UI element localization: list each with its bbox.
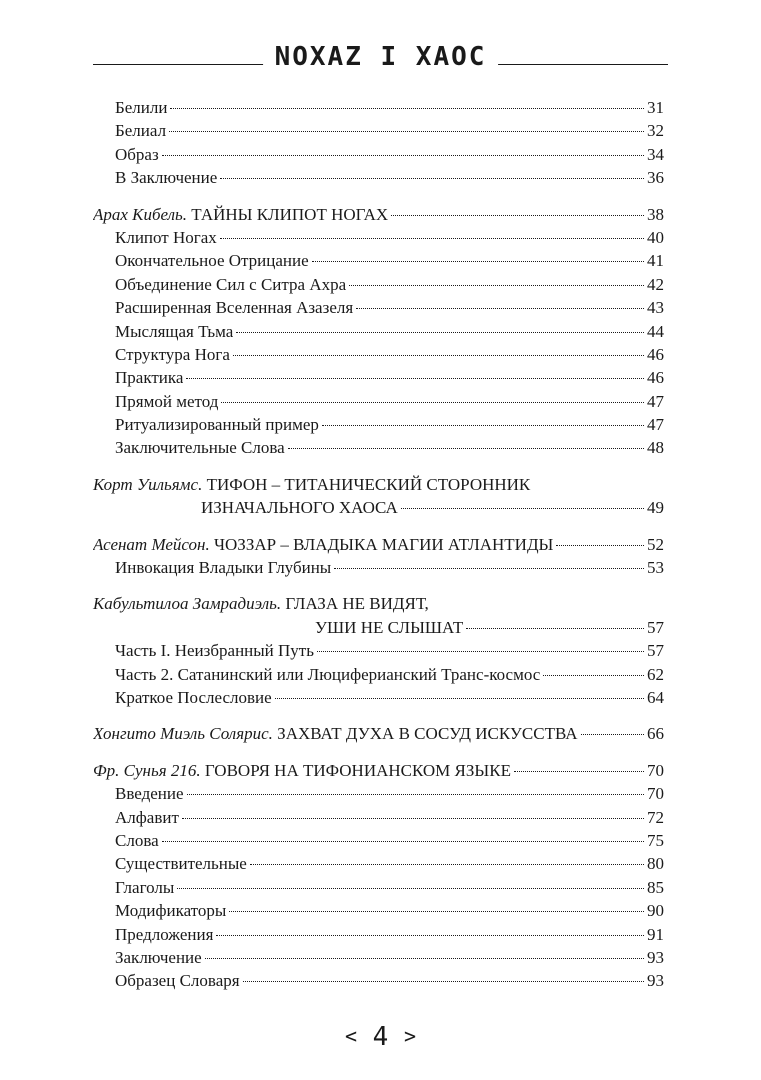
toc-section-page: 52 <box>647 534 664 554</box>
leader-dots <box>182 818 644 819</box>
toc-entry-page: 70 <box>647 784 664 804</box>
toc-author: Асенат Мейсон. <box>93 534 210 554</box>
toc-entry-title: Практика <box>115 368 184 388</box>
toc-entry <box>93 946 664 969</box>
leader-dots <box>466 628 644 629</box>
toc-entry-page: 62 <box>647 664 664 684</box>
leader-dots <box>275 698 644 699</box>
toc-author: Хонгито Миэль Солярис. <box>93 724 273 744</box>
toc-entry-page: 57 <box>647 641 664 661</box>
toc-entry-title: Предложения <box>115 924 214 944</box>
leader-dots <box>221 402 644 403</box>
toc-entry-title: Белили <box>115 98 168 117</box>
toc-entry-page: 48 <box>647 438 664 458</box>
toc-section-name: УШИ НЕ СЛЫШАТ <box>315 617 464 637</box>
toc-section-heading <box>93 473 664 496</box>
leader-dots <box>288 448 644 449</box>
running-header <box>93 36 668 76</box>
toc-entry-title: Модификаторы <box>115 901 227 921</box>
toc-entry <box>93 556 664 579</box>
toc-entry-title: Мыслящая Тьма <box>115 321 234 341</box>
leader-dots <box>243 981 644 982</box>
toc-entry-page: 80 <box>647 854 664 874</box>
toc-entry-title: Объединение Сил с Ситра Ахра <box>115 274 347 294</box>
toc-entry-title: Клипот Ногах <box>115 227 217 247</box>
toc-entry-page: 90 <box>647 901 664 921</box>
toc-author: Корт Уильямс. <box>93 474 203 494</box>
toc-entry <box>93 273 664 296</box>
toc-entry-page: 43 <box>647 298 664 318</box>
toc-entry-title: Инвокация Владыки Глубины <box>115 558 332 578</box>
toc-entry <box>93 226 664 249</box>
toc-section-heading <box>93 759 664 782</box>
toc-entry-title: Слова <box>115 830 159 850</box>
toc-entry <box>93 876 664 899</box>
leader-dots <box>177 888 644 889</box>
leader-dots <box>334 568 644 569</box>
toc-entry-title: Введение <box>115 784 184 804</box>
left-angle-mark: < <box>344 1024 358 1048</box>
toc-section-title <box>93 203 388 226</box>
toc-entry-title: Алфавит <box>115 807 179 827</box>
toc-entry-page: 36 <box>647 168 664 188</box>
toc-entry-page: 34 <box>647 144 664 164</box>
toc-entry <box>93 639 664 662</box>
toc-section-title <box>93 759 511 782</box>
toc-section-title <box>93 722 578 745</box>
toc-entry <box>93 782 664 805</box>
toc-entry-title: Структура Нога <box>115 344 230 364</box>
toc-entry-page: 46 <box>647 368 664 388</box>
toc-section-title <box>93 533 553 556</box>
toc-entry <box>93 166 664 189</box>
leader-dots <box>216 935 644 936</box>
toc-entry <box>93 143 664 166</box>
toc-section-heading-cont <box>93 496 664 519</box>
leader-dots <box>312 261 644 262</box>
toc-entry-page: 44 <box>647 321 664 341</box>
toc-entry-page: 47 <box>647 415 664 435</box>
toc-entry <box>93 829 664 852</box>
toc-entry-page: 46 <box>647 344 664 364</box>
right-angle-mark: > <box>403 1024 417 1048</box>
toc-entry-title: Заключение <box>115 947 202 967</box>
toc-section-heading <box>93 203 664 226</box>
toc-section-heading <box>93 592 664 615</box>
toc-section-page: 66 <box>647 724 664 744</box>
toc-section-heading-cont <box>93 616 664 639</box>
leader-dots <box>322 425 644 426</box>
toc-entry <box>93 366 664 389</box>
toc-author: Фр. Сунья 216. <box>93 760 201 780</box>
leader-dots <box>170 108 644 109</box>
toc-entry-page: 40 <box>647 227 664 247</box>
leader-dots <box>186 378 644 379</box>
toc-entry-page: 91 <box>647 924 664 944</box>
toc-entry-page: 47 <box>647 391 664 411</box>
leader-dots <box>220 238 644 239</box>
page-number-value: 4 <box>372 1022 389 1052</box>
leader-dots <box>556 545 644 546</box>
toc-entry <box>93 413 664 436</box>
toc-section-name: ИЗНАЧАЛЬНОГО ХАОСА <box>201 498 398 518</box>
toc-section-page: 57 <box>647 617 664 637</box>
toc-section-name: ТИФОН – ТИТАНИЧЕСКИЙ СТОРОННИК <box>202 474 531 494</box>
toc-entry <box>93 663 664 686</box>
leader-dots <box>229 911 644 912</box>
header-title: NOXAZ I XAOC <box>263 40 499 74</box>
toc-entry-page: 93 <box>647 971 664 991</box>
toc-entry-page: 32 <box>647 121 664 141</box>
toc-entry <box>93 296 664 319</box>
leader-dots <box>162 841 644 842</box>
toc-entry-page: 41 <box>647 251 664 271</box>
toc-entry-page: 75 <box>647 830 664 850</box>
leader-dots <box>169 131 644 132</box>
toc-entry-title: Глаголы <box>115 877 175 897</box>
toc-entry-title: Существительные <box>115 854 247 874</box>
toc-section-heading <box>93 722 664 745</box>
leader-dots <box>391 215 644 216</box>
toc-entry-title: Ритуализированный пример <box>115 415 319 435</box>
toc-entry-title: Белиал <box>115 121 167 141</box>
page-number <box>0 1022 761 1052</box>
toc-entry-page: 72 <box>647 807 664 827</box>
toc-entry-title: Расширенная Вселенная Азазеля <box>115 298 354 318</box>
leader-dots <box>543 675 644 676</box>
toc-author: Арах Кибель. <box>93 204 188 224</box>
leader-dots <box>233 355 644 356</box>
leader-dots <box>401 508 644 509</box>
leader-dots <box>187 794 644 795</box>
leader-dots <box>205 958 644 959</box>
toc-entry <box>93 436 664 459</box>
toc-entry-page: 64 <box>647 687 664 707</box>
leader-dots <box>356 308 644 309</box>
toc-entry-title: Заключительные Слова <box>115 438 285 458</box>
toc-entry <box>93 249 664 272</box>
toc-entry-title: Прямой метод <box>115 391 219 411</box>
toc-section-page: 49 <box>647 498 664 518</box>
toc-entry-title: Часть I. Неизбранный Путь <box>115 641 314 661</box>
toc-entry-page: 93 <box>647 947 664 967</box>
toc-entry <box>93 806 664 829</box>
leader-dots <box>250 864 644 865</box>
toc-entry-title: В Заключение <box>115 168 218 188</box>
leader-dots <box>581 734 644 735</box>
toc-entry-title: Часть 2. Сатанинский или Люциферианский Транс-космос <box>115 664 541 684</box>
leader-dots <box>162 155 644 156</box>
leader-dots <box>514 771 644 772</box>
toc-entry <box>93 923 664 946</box>
toc-section-name: ЗАХВАТ ДУХА В СОСУД ИСКУССТВА <box>272 724 578 744</box>
toc-section-name: ГОВОРЯ НА ТИФОНИАНСКОМ ЯЗЫКЕ <box>200 760 511 780</box>
toc-entry-title: Образ <box>115 144 159 164</box>
toc-section-name: ЧОЗЗАР – ВЛАДЫКА МАГИИ АТЛАНТИДЫ <box>209 534 554 554</box>
toc-entry-page: 42 <box>647 274 664 294</box>
leader-dots <box>220 178 644 179</box>
toc-entry-page: 53 <box>647 558 664 578</box>
toc-section-page: 70 <box>647 760 664 780</box>
toc-entry <box>93 852 664 875</box>
toc-entry <box>93 899 664 922</box>
leader-dots <box>236 332 644 333</box>
toc-section-heading <box>93 533 664 556</box>
toc-entry-title: Краткое Послесловие <box>115 687 272 707</box>
toc-entry-title: Окончательное Отрицание <box>115 251 309 271</box>
toc-entry-title: Образец Словаря <box>115 971 240 991</box>
leader-dots <box>317 651 644 652</box>
toc-entry <box>93 320 664 343</box>
toc-entry <box>93 969 664 992</box>
toc-entry <box>93 390 664 413</box>
toc-author: Кабультилоа Замрадиэль. <box>93 594 282 614</box>
leader-dots <box>349 285 644 286</box>
table-of-contents <box>93 96 664 993</box>
toc-section-page: 38 <box>647 204 664 224</box>
toc-section-name: ТАЙНЫ КЛИПОТ НОГАХ <box>187 204 389 224</box>
toc-entry <box>93 119 664 142</box>
toc-entry <box>93 96 664 119</box>
toc-entry-page: 31 <box>647 98 664 117</box>
toc-entry <box>93 343 664 366</box>
toc-entry <box>93 686 664 709</box>
toc-entry-page: 85 <box>647 877 664 897</box>
toc-section-name: ГЛАЗА НЕ ВИДЯТ, <box>281 594 429 614</box>
